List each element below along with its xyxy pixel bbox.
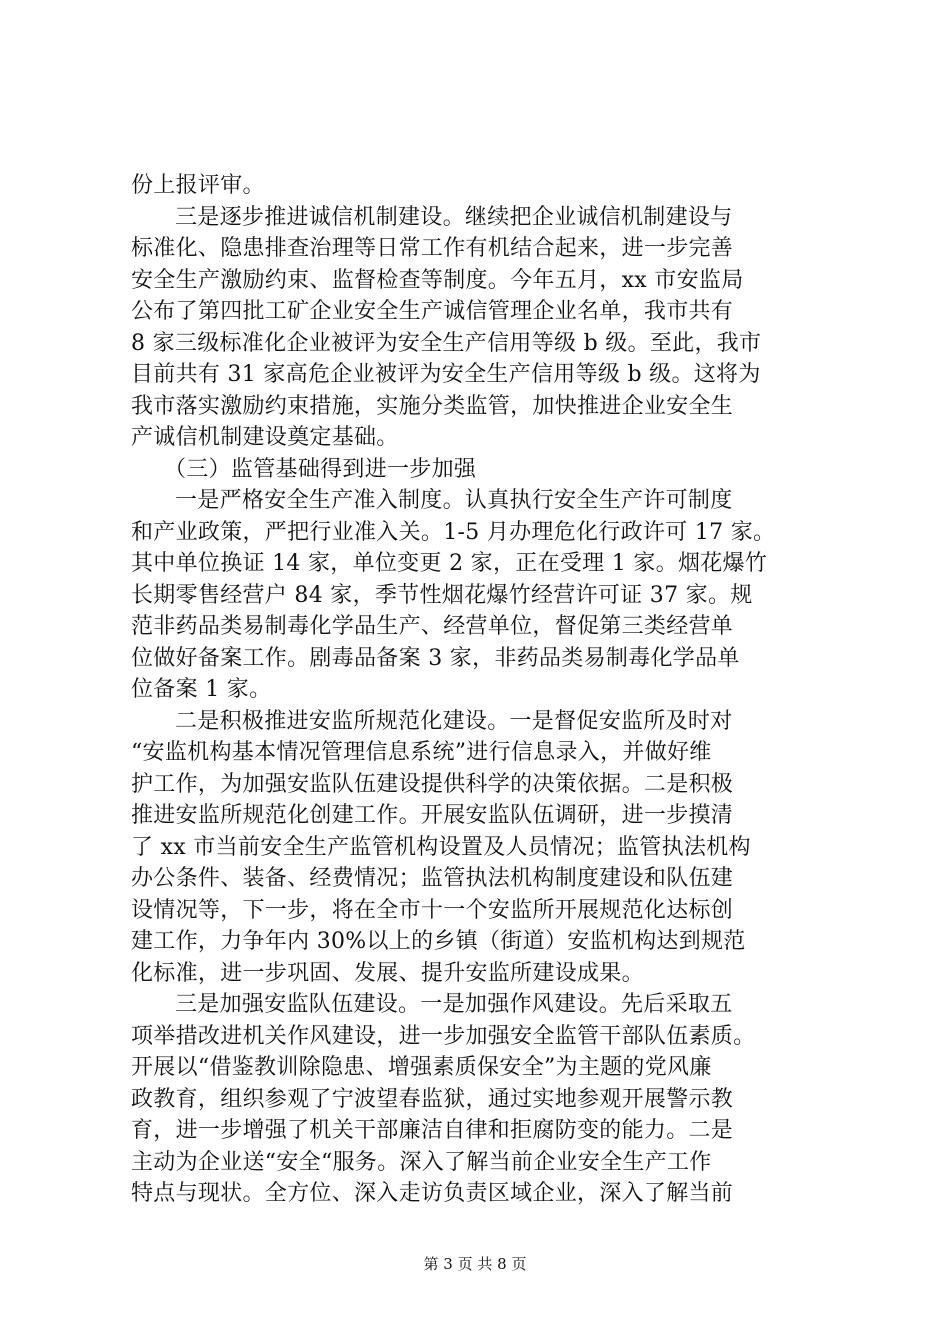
text-line: 安全生产激励约束、监督检查等制度。今年五月，xx 市安监局 bbox=[131, 267, 744, 293]
text-line: 和产业政策，严把行业准入关。1-5 月办理危化行政许可 17 家。 bbox=[131, 519, 776, 545]
paragraph-start-line: 二是积极推进安监所规范化建设。一是督促安监所及时对 bbox=[175, 708, 733, 734]
text-line: 位备案 1 家。 bbox=[131, 677, 272, 702]
text-line: 份上报评审。 bbox=[131, 173, 265, 198]
text-line: 目前共有 31 家高危企业被评为安全生产信用等级 b 级。这将为 bbox=[131, 362, 761, 387]
text-line: 我市落实激励约束措施，实施分类监管，加快推进企业安全生 bbox=[131, 393, 734, 419]
body-text bbox=[131, 170, 831, 1210]
text-line: 护工作，为加强安监队伍建设提供科学的决策依据。二是积极 bbox=[131, 771, 734, 797]
text-line: 位做好备案工作。剧毒品备案 3 家，非药品类易制毒化学品单 bbox=[131, 645, 740, 671]
section-heading: （三）监管基础得到进一步加强 bbox=[164, 456, 477, 482]
text-line: 推进安监所规范化创建工作。开展安监队伍调研，进一步摸清 bbox=[131, 803, 734, 828]
paragraph-start-line: 三是加强安监队伍建设。一是加强作风建设。先后采取五 bbox=[175, 992, 733, 1017]
text-line: 开展以“借鉴教训除隐患、增强素质保安全”为主题的党风廉 bbox=[131, 1055, 712, 1080]
text-line: 产诚信机制建设奠定基础。 bbox=[131, 425, 399, 450]
text-line: 设情况等，下一步，将在全市十一个安监所开展规范化达标创 bbox=[131, 897, 734, 923]
text-line: 了 xx 市当前安全生产监管机构设置及人员情况；监管执法机构 bbox=[131, 834, 751, 860]
text-line: 育，进一步增强了机关干部廉洁自律和拒腐防变的能力。二是 bbox=[131, 1118, 734, 1143]
text-line: 项举措改进机关作风建设，进一步加强安全监管干部队伍素质。 bbox=[131, 1023, 756, 1049]
text-line: 标准化、隐患排查治理等日常工作有机结合起来，进一步完善 bbox=[131, 236, 734, 261]
text-line: “安监机构基本情况管理信息系统”进行信息录入，并做好维 bbox=[131, 740, 712, 765]
text-line: 范非药品类易制毒化学品生产、经营单位，督促第三类经营单 bbox=[131, 614, 734, 639]
text-line: 特点与现状。全方位、深入走访负责区域企业，深入了解当前 bbox=[131, 1181, 734, 1206]
paragraph-start-line: 三是逐步推进诚信机制建设。继续把企业诚信机制建设与 bbox=[175, 204, 733, 230]
text-line: 政教育，组织参观了宁波望春监狱，通过实地参观开展警示教 bbox=[131, 1086, 734, 1112]
text-line: 主动为企业送“安全“服务。深入了解当前企业安全生产工作 bbox=[131, 1149, 712, 1175]
text-line: 办公条件、装备、经费情况；监管执法机构制度建设和队伍建 bbox=[131, 866, 734, 891]
text-line: 化标准，进一步巩固、发展、提升安监所建设成果。 bbox=[131, 960, 644, 986]
text-line: 8 家三级标准化企业被评为安全生产信用等级 b 级。至此，我市 bbox=[131, 330, 762, 356]
text-line: 长期零售经营户 84 家，季节性烟花爆竹经营许可证 37 家。规 bbox=[131, 582, 753, 608]
text-line: 建工作，力争年内 30%以上的乡镇（街道）安监机构达到规范 bbox=[131, 929, 746, 954]
page-number-footer: 第 3 页 共 8 页 bbox=[423, 1255, 527, 1273]
text-line: 其中单位换证 14 家，单位变更 2 家，正在受理 1 家。烟花爆竹 bbox=[131, 551, 768, 576]
paragraph-start-line: 一是严格安全生产准入制度。认真执行安全生产许可制度 bbox=[175, 488, 733, 513]
text-line: 公布了第四批工矿企业安全生产诚信管理企业名单，我市共有 bbox=[131, 299, 734, 324]
